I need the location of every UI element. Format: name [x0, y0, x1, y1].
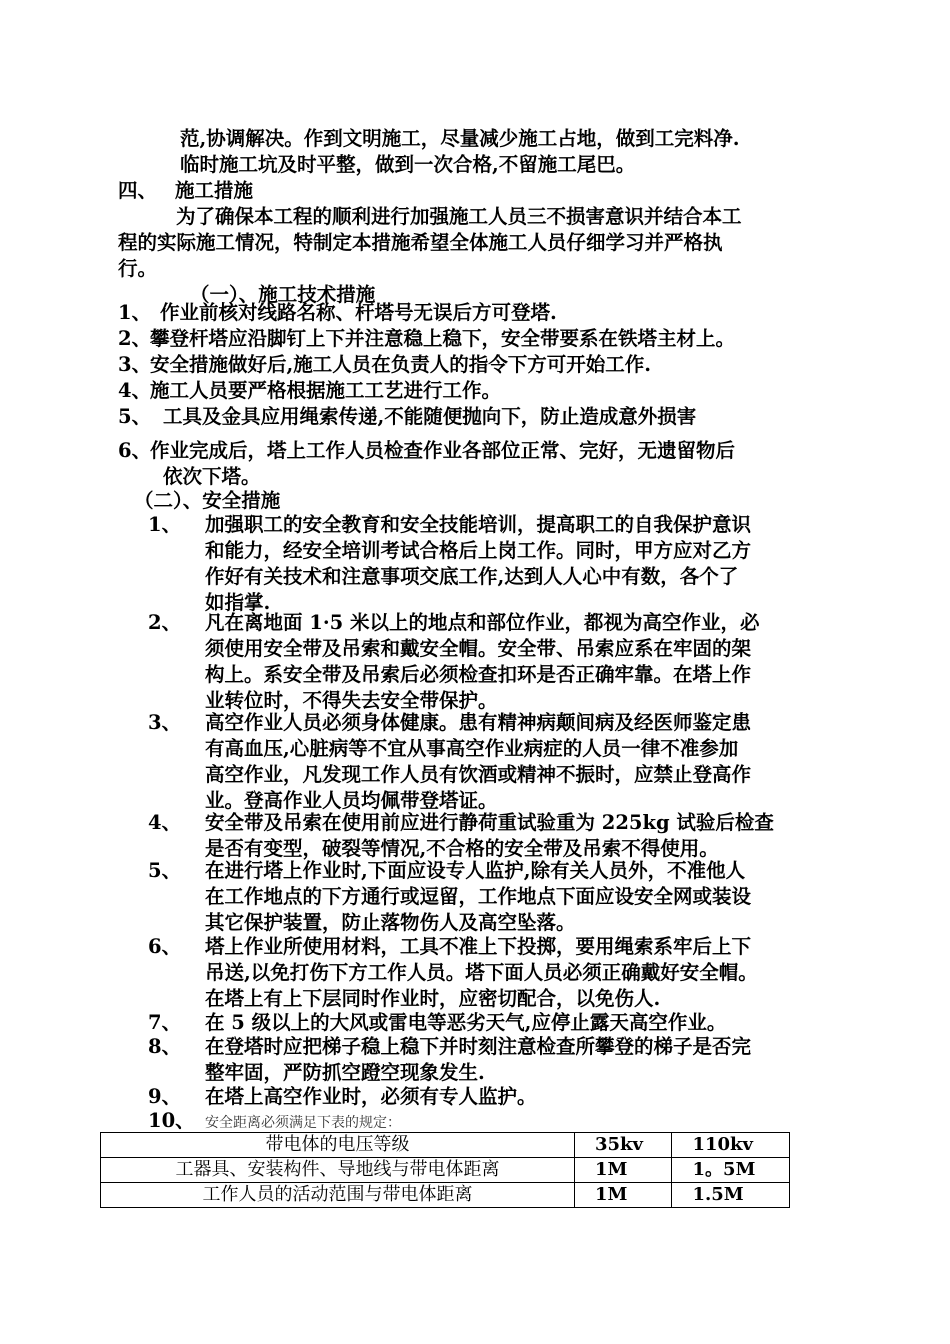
- tech-item-6-num: 6、: [118, 439, 152, 462]
- tech-item-1-num: 1、: [118, 301, 152, 324]
- safety-item-6-line: 吊送,以免打伤下方工作人员。塔下面人员必须正确戴好安全帽。: [205, 961, 758, 984]
- safety-item-2-line: 业转位时，不得失去安全带保护。: [205, 689, 498, 712]
- safety-item-8-line: 整牢固，严防抓空蹬空现象发生.: [205, 1061, 485, 1084]
- safety-distance-table: [100, 1132, 790, 1208]
- safety-item-5-line: 其它保护装置，防止落物伤人及高空坠落。: [205, 911, 576, 934]
- tech-item-6-text: 作业完成后，塔上工作人员检查作业各部位正常、完好，无遗留物后: [150, 439, 736, 462]
- table-header-cell: 110kv: [672, 1133, 790, 1158]
- safety-item-7-num: 7、: [148, 1011, 182, 1034]
- safety-item-2-line: 凡在离地面 1·5 米以上的地点和部位作业，都视为高空作业，必: [205, 611, 760, 634]
- tech-item-5-num: 5、: [118, 405, 152, 428]
- tech-item-5-text: 工具及金具应用绳索传递,不能随便抛向下，防止造成意外损害: [163, 405, 697, 428]
- tech-item-3-text: 安全措施做好后,施工人员在负责人的指令下方可开始工作.: [150, 353, 652, 376]
- safety-item-2-num: 2、: [148, 611, 182, 634]
- tech-item-1-text: 作业前核对线路名称、杆塔号无误后方可登塔.: [160, 301, 557, 324]
- safety-item-1-line: 和能力，经安全培训考试合格后上岗工作。同时，甲方应对乙方: [205, 539, 752, 562]
- safety-item-6-line: 在塔上有上下层同时作业时，应密切配合，以免伤人.: [205, 987, 661, 1010]
- tech-item-4-text: 施工人员要严格根据施工工艺进行工作。: [150, 379, 502, 402]
- safety-item-1-num: 1、: [148, 513, 182, 536]
- intro-line-1: 范,协调解决。作到文明施工，尽量减少施工占地，做到工完料净.: [180, 127, 740, 150]
- safety-item-3-line: 高空作业人员必须身体健康。患有精神病颠间病及经医师鉴定患: [205, 711, 752, 734]
- table-cell: 工器具、安装构件、导地线与带电体距离: [101, 1158, 575, 1183]
- table-cell: 1M: [575, 1183, 672, 1208]
- intro-line-2: 临时施工坑及时平整，做到一次合格,不留施工尾巴。: [180, 153, 636, 176]
- table-cell: 1.5M: [672, 1183, 790, 1208]
- safety-item-6-num: 6、: [148, 935, 182, 958]
- tech-item-6-text-cont: 依次下塔。: [163, 465, 261, 488]
- safety-item-4-line: 安全带及吊索在使用前应进行静荷重试验重为 225kg 试验后检查: [205, 811, 774, 834]
- safety-item-9-line: 在塔上高空作业时，必须有专人监护。: [205, 1085, 537, 1108]
- safety-item-10-line: 安全距离必须满足下表的规定：: [205, 1115, 401, 1131]
- safety-item-3-line: 业。登高作业人员均佩带登塔证。: [205, 789, 498, 812]
- safety-item-5-line: 在进行塔上作业时,下面应设专人监护,除有关人员外，不准他人: [205, 859, 746, 882]
- safety-heading: （二）、安全措施: [134, 489, 281, 512]
- table-row: [101, 1183, 790, 1208]
- safety-item-6-line: 塔上作业所使用材料，工具不准上下投掷，要用绳索系牢后上下: [205, 935, 752, 958]
- safety-item-9-num: 9、: [148, 1085, 182, 1108]
- table-header-row: [101, 1133, 790, 1158]
- safety-item-3-line: 高空作业，凡发现工作人员有饮酒或精神不振时，应禁止登高作: [205, 763, 752, 786]
- table-cell: 工作人员的活动范围与带电体距离: [101, 1183, 575, 1208]
- safety-item-5-num: 5、: [148, 859, 182, 882]
- safety-item-4-num: 4、: [148, 811, 182, 834]
- safety-item-4-line: 是否有变型，破裂等情况,不合格的安全带及吊索不得使用。: [205, 837, 719, 860]
- section-title: 施工措施: [175, 179, 254, 202]
- safety-item-1-line: 如指掌.: [205, 591, 271, 614]
- section-number: 四、: [118, 179, 158, 202]
- table-row: [101, 1158, 790, 1183]
- table-cell: 1。5M: [672, 1158, 790, 1183]
- tech-item-2-num: 2、: [118, 327, 152, 350]
- safety-item-2-line: 构上。系安全带及吊索后必须检查扣环是否正确牢靠。在塔上作: [205, 663, 752, 686]
- table-header-cell: 35kv: [575, 1133, 672, 1158]
- safety-item-7-line: 在 5 级以上的大风或雷电等恶劣天气,应停止露天高空作业。: [205, 1011, 727, 1034]
- tech-item-4-num: 4、: [118, 379, 152, 402]
- section-para-line-3: 行。: [118, 257, 158, 280]
- tech-item-2-text: 攀登杆塔应沿脚钉上下并注意稳上稳下，安全带要系在铁塔主材上。: [150, 327, 736, 350]
- safety-item-3-line: 有高血压,心脏病等不宜从事高空作业病症的人员一律不准参加: [205, 737, 739, 760]
- section-para-line-2: 程的实际施工情况，特制定本措施希望全体施工人员仔细学习并严格执: [118, 231, 723, 254]
- safety-item-2-line: 须使用安全带及吊索和戴安全帽。安全带、吊索应系在牢固的架: [205, 637, 752, 660]
- table-header-cell: 带电体的电压等级: [101, 1133, 575, 1158]
- section-para-line-1: 为了确保本工程的顺利进行加强施工人员三不损害意识并结合本工: [176, 205, 742, 228]
- safety-item-5-line: 在工作地点的下方通行或逗留，工作地点下面应设安全网或装设: [205, 885, 752, 908]
- safety-item-1-line: 加强职工的安全教育和安全技能培训，提高职工的自我保护意识: [205, 513, 752, 536]
- safety-item-10-num: 10、: [148, 1109, 195, 1132]
- safety-item-1-line: 作好有关技术和注意事项交底工作,达到人人心中有数，各个了: [205, 565, 739, 588]
- tech-item-3-num: 3、: [118, 353, 152, 376]
- tech-heading: （一）、施工技术措施: [190, 283, 376, 306]
- safety-item-8-line: 在登塔时应把梯子稳上稳下并时刻注意检查所攀登的梯子是否完: [205, 1035, 752, 1058]
- table-cell: 1M: [575, 1158, 672, 1183]
- safety-item-8-num: 8、: [148, 1035, 182, 1058]
- safety-item-3-num: 3、: [148, 711, 182, 734]
